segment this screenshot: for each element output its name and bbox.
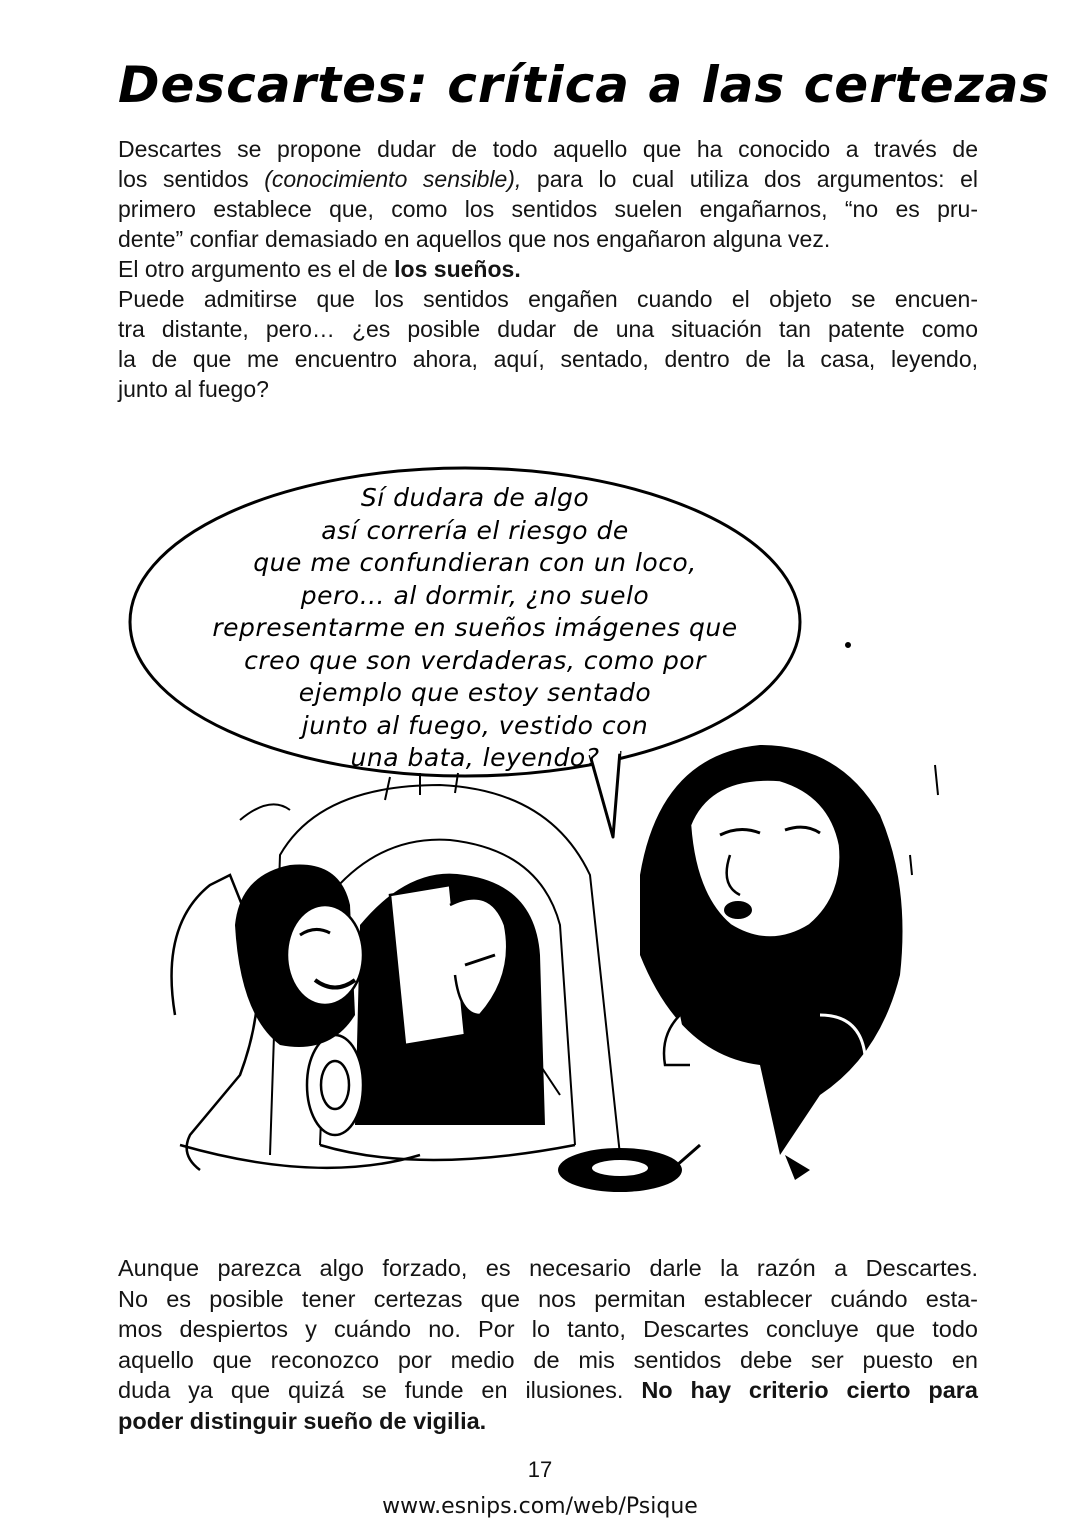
conclusion-line: No es posible tener certezas que nos permitan establecer cuándo esta-	[118, 1285, 978, 1312]
intro-line: junto al fuego?	[118, 376, 269, 402]
bubble-line: así correría el riesgo de	[321, 515, 629, 545]
bubble-line: que me confundieran con un loco,	[253, 548, 697, 577]
bold-term: los sueños.	[394, 256, 521, 282]
bubble-line: junto al fuego, vestido con	[301, 710, 649, 740]
speech-bubble-text	[155, 482, 795, 775]
bubble-line: una bata, leyendo?	[350, 743, 600, 772]
conclusion-paragraph	[118, 1253, 978, 1436]
conclusion-line: duda ya que quizá se funde en ilusiones. No hay criterio cierto para	[118, 1377, 978, 1403]
bold-conclusion: poder distinguir sueño de vigilia.	[118, 1407, 487, 1434]
bold-conclusion: No hay criterio cierto para	[641, 1377, 978, 1403]
page-number: 17	[527, 1457, 553, 1482]
intro-line: Puede admitirse que los sentidos engañen cuando el objeto se encuen-	[118, 286, 978, 312]
bubble-line: ejemplo que estoy sentado	[298, 678, 652, 707]
intro-line: tra distante, pero… ¿es posible dudar de una situación tan patente como	[118, 316, 978, 342]
intro-line: la de que me encuentro ahora, aquí, sentado, dentro de la casa, leyendo,	[118, 346, 978, 372]
conclusion-line: mos despiertos y cuándo no. Por lo tanto, Descartes concluye que todo	[118, 1316, 978, 1342]
intro-line: El otro argumento es el de los sueños.	[118, 256, 521, 282]
intro-line: los sentidos (conocimiento sensible), para lo cual utiliza dos argumentos: el	[118, 166, 978, 192]
bubble-line: pero… al dormir, ¿no suelo	[300, 580, 650, 610]
bubble-line: Sí dudara de algo	[360, 483, 590, 512]
conclusion-line: aquello que reconozco por medio de mis sentidos debe ser puesto en	[118, 1346, 978, 1373]
page-url: www.esnips.com/web/Psique	[382, 1494, 698, 1519]
intro-line: Descartes se propone dudar de todo aquello que ha conocido a través de	[118, 136, 978, 162]
page-title: Descartes: crítica a las certezas	[118, 56, 1051, 114]
bubble-line: creo que son verdaderas, como por	[244, 645, 706, 675]
descartes-figure	[640, 745, 903, 1180]
intro-line: dente” confiar demasiado en aquellos que nos engañaron alguna vez.	[118, 226, 831, 252]
intro-line: primero establece que, como los sentidos suelen engañarnos, “no es pru-	[118, 196, 978, 222]
intro-paragraph	[118, 134, 978, 404]
bubble-line: representarme en sueños imágenes que	[212, 613, 738, 642]
floor-rug	[558, 1145, 700, 1192]
conclusion-line: Aunque parezca algo forzado, es necesario darle la razón a Descartes.	[118, 1255, 978, 1281]
italic-term: (conocimiento sensible),	[264, 166, 522, 192]
